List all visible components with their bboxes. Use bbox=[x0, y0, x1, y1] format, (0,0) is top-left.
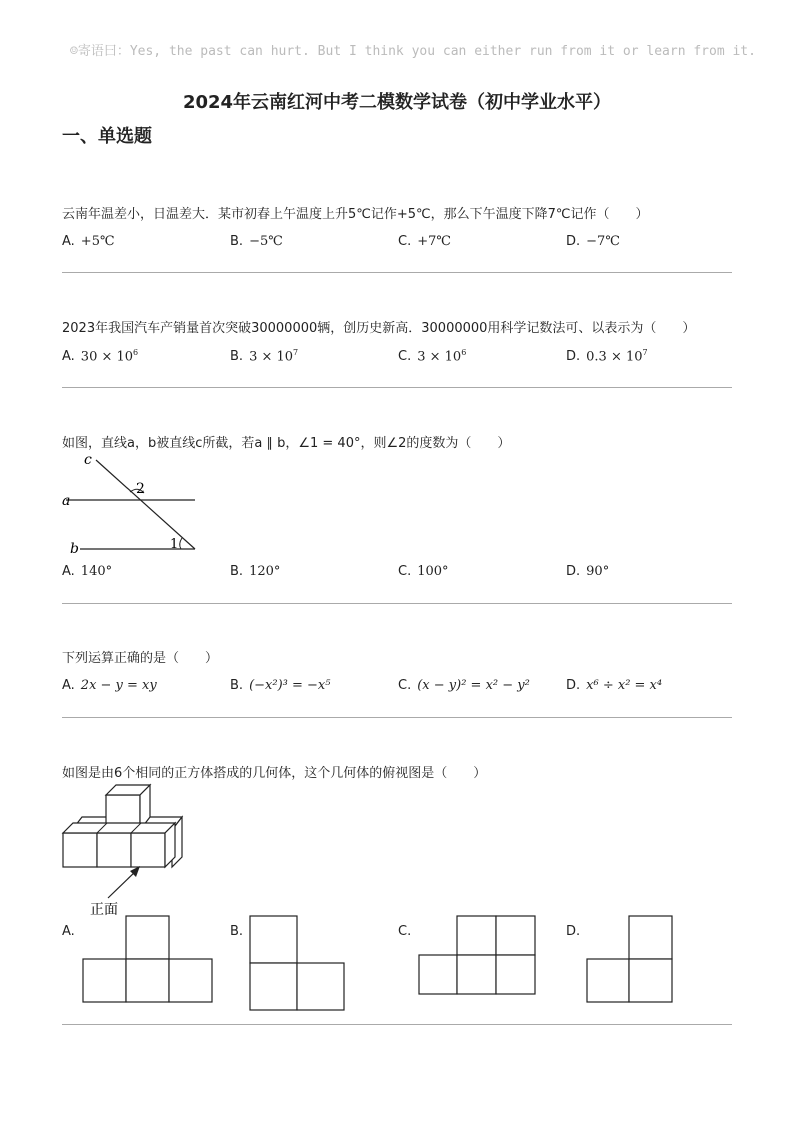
option-label: B. bbox=[230, 678, 244, 693]
option-text: (x − y)² = x² − y² bbox=[417, 678, 530, 693]
option-label: C. bbox=[398, 924, 412, 939]
option-base: 0.3 × 10 bbox=[586, 349, 643, 365]
q2-option-d[interactable] bbox=[566, 348, 648, 364]
grid-square bbox=[457, 955, 496, 994]
cube-solid-figure bbox=[60, 783, 190, 918]
line-c bbox=[96, 460, 195, 549]
option-label: D. bbox=[566, 678, 581, 693]
q3-option-d[interactable] bbox=[566, 564, 609, 579]
option-label: A. bbox=[62, 234, 75, 249]
option-text: −5℃ bbox=[249, 234, 283, 249]
question-5-stem: 如图是由6个相同的正方体搭成的几何体，这个几何体的俯视图是（ ） bbox=[62, 766, 487, 781]
option-label: A. bbox=[62, 924, 75, 939]
q1-option-d[interactable] bbox=[566, 234, 620, 249]
option-text: 90° bbox=[586, 564, 610, 579]
grid-square bbox=[126, 916, 169, 959]
option-label: D. bbox=[566, 234, 581, 249]
option-label: D. bbox=[566, 564, 581, 579]
q1-option-b[interactable] bbox=[230, 234, 283, 249]
option-text: +5℃ bbox=[80, 234, 115, 249]
option-exponent: 7 bbox=[642, 348, 648, 357]
option-base: 30 × 10 bbox=[80, 349, 134, 365]
cube-front-face bbox=[97, 833, 131, 867]
grid-square bbox=[83, 959, 126, 1002]
option-label: C. bbox=[398, 678, 412, 693]
option-a-top-view[interactable] bbox=[82, 915, 214, 1005]
divider bbox=[62, 1024, 732, 1025]
option-text: +7℃ bbox=[417, 234, 451, 249]
q3-option-a[interactable] bbox=[62, 564, 112, 579]
cube-top-face bbox=[63, 823, 175, 833]
option-exponent: 6 bbox=[133, 348, 139, 357]
option-text: 100° bbox=[417, 564, 449, 579]
option-label: B. bbox=[230, 234, 244, 249]
option-label: B. bbox=[230, 924, 244, 939]
option-label: D. bbox=[566, 349, 581, 365]
q5-option-b[interactable] bbox=[230, 924, 249, 939]
cube-front-face bbox=[63, 833, 97, 867]
question-3-stem: 如图，直线a，b被直线c所截，若a ∥ b，∠1 = 40°，则∠2的度数为（ ） bbox=[62, 436, 511, 451]
grid-square bbox=[587, 959, 629, 1002]
grid-square bbox=[297, 963, 344, 1010]
label-b: b bbox=[70, 541, 79, 557]
label-a: a bbox=[62, 493, 71, 509]
q5-option-a[interactable] bbox=[62, 924, 81, 939]
q3-option-c[interactable] bbox=[398, 564, 449, 579]
q5-option-c[interactable] bbox=[398, 924, 417, 939]
option-label: B. bbox=[230, 564, 244, 579]
q4-option-d[interactable] bbox=[566, 678, 662, 693]
option-text: 140° bbox=[80, 564, 113, 579]
grid-square bbox=[250, 916, 297, 963]
option-base: 3 × 10 bbox=[249, 349, 294, 365]
q2-option-a[interactable] bbox=[62, 348, 138, 364]
grid-square bbox=[250, 963, 297, 1010]
q1-option-c[interactable] bbox=[398, 234, 451, 249]
option-exponent: 6 bbox=[461, 348, 467, 357]
option-text: 120° bbox=[249, 564, 281, 579]
option-label: B. bbox=[230, 349, 244, 365]
q2-option-b[interactable] bbox=[230, 348, 298, 364]
option-label: C. bbox=[398, 564, 412, 579]
question-2-stem: 2023年我国汽车产销量首次突破30000000辆，创历史新高．30000000用科学记数法可、以表示为（ ） bbox=[62, 321, 696, 336]
grid-square bbox=[419, 955, 457, 994]
option-text: 2x − y = xy bbox=[80, 678, 157, 693]
divider bbox=[62, 603, 732, 604]
q5-option-d[interactable] bbox=[566, 924, 586, 939]
option-label: C. bbox=[398, 234, 412, 249]
divider bbox=[62, 387, 732, 388]
parallel-lines-figure bbox=[58, 450, 203, 560]
motto-text: ☺寄语曰：Yes, the past can hurt. But I think you can either run from it or learn from it. bbox=[70, 44, 756, 59]
option-text: (−x²)³ = −x⁵ bbox=[249, 678, 331, 693]
option-text: x⁶ ÷ x² = x⁴ bbox=[586, 678, 663, 693]
option-exponent: 7 bbox=[293, 348, 299, 357]
option-label: A. bbox=[62, 678, 75, 693]
q4-option-c[interactable] bbox=[398, 678, 530, 693]
q4-option-b[interactable] bbox=[230, 678, 330, 693]
angle-1-arc bbox=[180, 538, 182, 549]
option-d-top-view[interactable] bbox=[586, 915, 674, 1005]
section-heading: 一、单选题 bbox=[62, 126, 152, 147]
q1-option-a[interactable] bbox=[62, 234, 115, 249]
grid-square bbox=[457, 916, 496, 955]
question-4-stem: 下列运算正确的是（ ） bbox=[62, 651, 219, 666]
grid-square bbox=[496, 955, 535, 994]
option-text: −7℃ bbox=[586, 234, 620, 249]
grid-square bbox=[126, 959, 169, 1002]
grid-square bbox=[629, 959, 672, 1002]
option-label: A. bbox=[62, 349, 75, 365]
q3-option-b[interactable] bbox=[230, 564, 280, 579]
divider bbox=[62, 717, 732, 718]
option-c-top-view[interactable] bbox=[418, 915, 536, 997]
option-label: A. bbox=[62, 564, 75, 579]
cube-front-face bbox=[131, 833, 165, 867]
option-label: C. bbox=[398, 349, 412, 365]
grid-square bbox=[496, 916, 535, 955]
question-1-stem: 云南年温差小，日温差大．某市初春上午温度上升5℃记作+5℃，那么下午温度下降7℃记作（ ） bbox=[62, 207, 649, 222]
page-title: 2024年云南红河中考二模数学试卷（初中学业水平） bbox=[182, 92, 612, 113]
q2-option-c[interactable] bbox=[398, 348, 466, 364]
front-label: 正面 bbox=[90, 902, 118, 918]
label-angle-2: 2 bbox=[136, 481, 145, 497]
grid-square bbox=[169, 959, 212, 1002]
option-label: D. bbox=[566, 924, 581, 939]
label-c: c bbox=[84, 452, 92, 468]
divider bbox=[62, 272, 732, 273]
q4-option-a[interactable] bbox=[62, 678, 157, 693]
option-base: 3 × 10 bbox=[417, 349, 462, 365]
grid-square bbox=[629, 916, 672, 959]
label-angle-1: 1 bbox=[170, 537, 179, 552]
option-b-top-view[interactable] bbox=[249, 915, 345, 1011]
